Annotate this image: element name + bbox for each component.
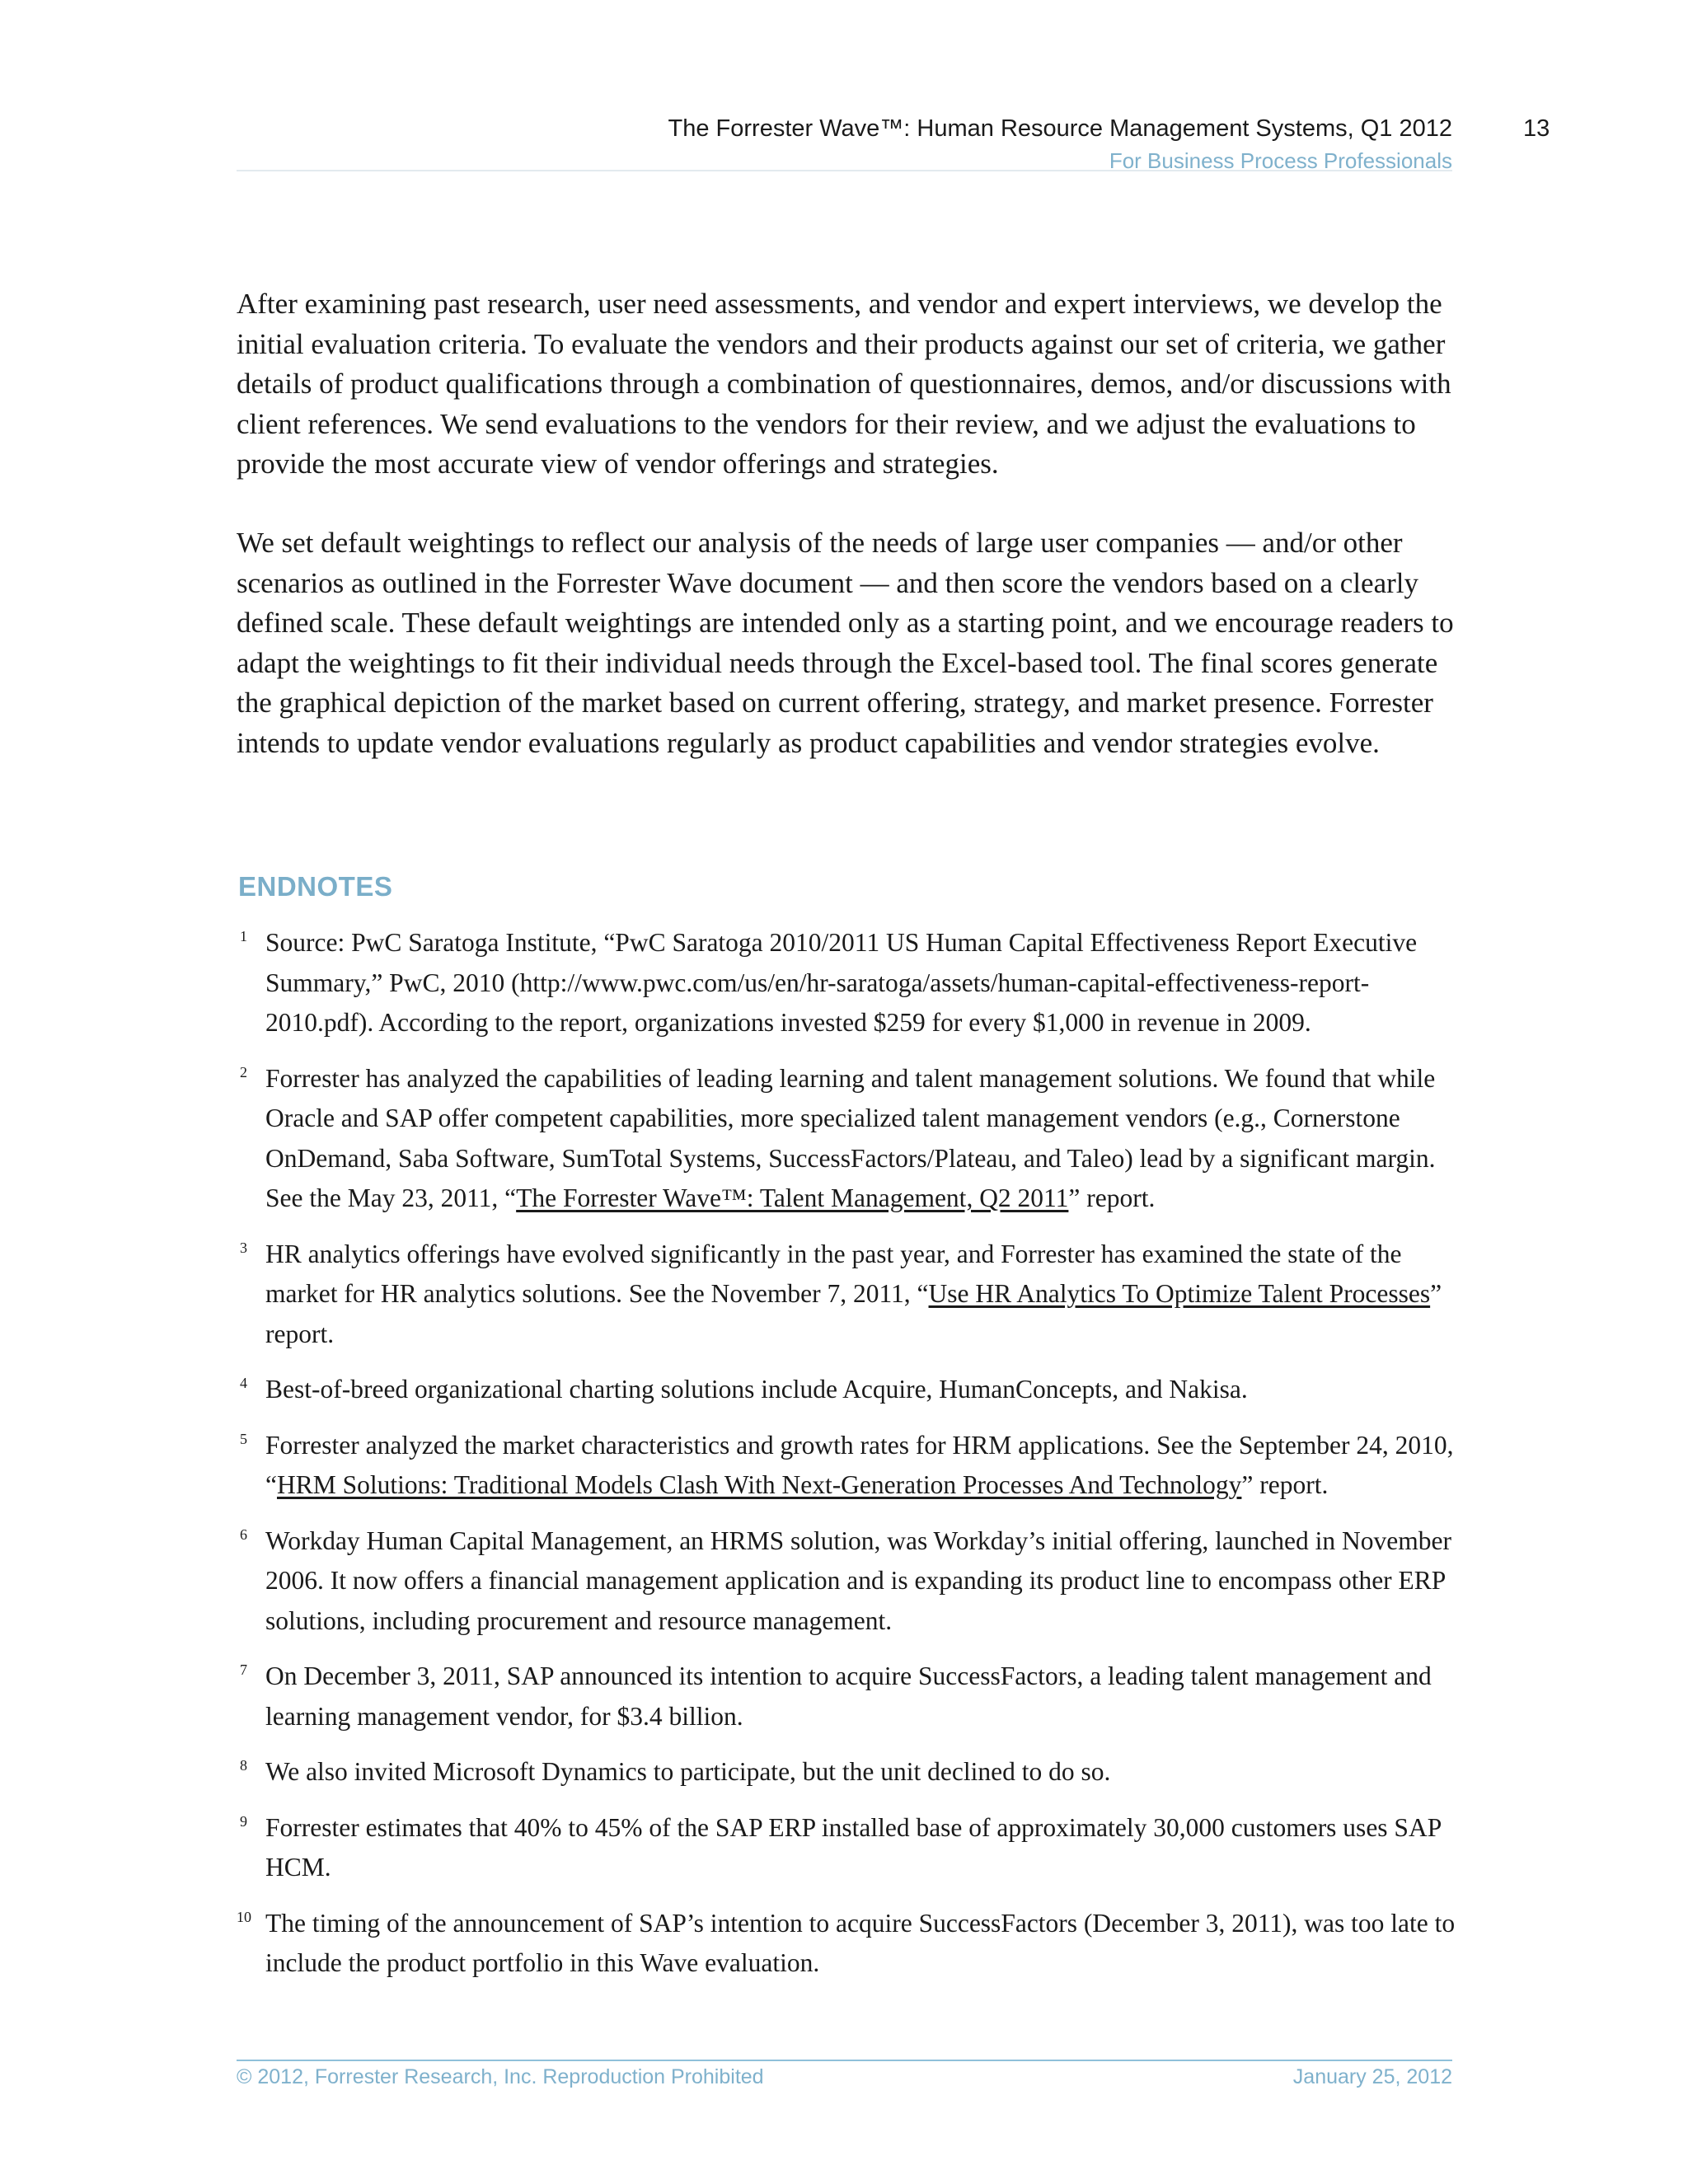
endnote-item — [238, 1521, 1466, 1642]
endnote-number: 5 — [240, 1430, 247, 1447]
endnote-text: Source: PwC Saratoga Institute, “PwC Saratoga 2010/2011 US Human Capital Effectiveness Report Executive Summary,” PwC, 2010 (http://www.pwc.com/us/en/hr-saratoga/assets/human-capital-effectiveness-report-2010.pdf). According to the report, organizations invested $259 for every $1,000 in revenue in 2009. — [265, 928, 1418, 1037]
endnote-item — [238, 1657, 1466, 1736]
endnote-text: Forrester estimates that 40% to 45% of the SAP ERP installed base of approximately 30,000 customers uses SAP HCM. — [265, 1812, 1442, 1882]
endnote-number: 9 — [240, 1812, 247, 1830]
endnote-item — [238, 1904, 1466, 1984]
endnote-text: The timing of the announcement of SAP’s intention to acquire SuccessFactors (December 3, 2011), was too late to include the product portfolio in this Wave evaluation. — [265, 1908, 1456, 1977]
endnote-number: 8 — [240, 1757, 247, 1774]
footer-copyright: © 2012, Forrester Research, Inc. Reproduction Prohibited — [237, 2065, 764, 2088]
endnote-number: 10 — [237, 1908, 251, 1925]
endnote-number: 1 — [240, 928, 247, 944]
body-paragraph-2: We set default weightings to reflect our analysis of the needs of large user companies — and/or other scenarios as outlined in the Forrester Wave document — and then score the vendors based on a clearly defined scale. These default weightings are intended only as a starting point, and we encourage readers to adapt the weightings to fit their individual needs through the Excel-based tool. The final scores generate the graphical depiction of the market based on current offering, strategy, and market presence. Forrester intends to update vendor evaluations regularly as product capabilities and vendor strategies evolve. — [237, 527, 1454, 759]
report-title: The Forrester Wave™: Human Resource Management Systems, Q1 2012 — [668, 115, 1452, 142]
endnote-text: Best-of-breed organizational charting solutions include Acquire, HumanConcepts, and Nakisa. — [265, 1375, 1248, 1404]
endnote-text: Forrester has analyzed the capabilities of leading learning and talent management solutions. We found that while Oracle and SAP offer competent capabilities, more specialized talent management vendors (e.g., Cornerstone OnDemand, Saba Software, SumTotal Systems, SuccessFactors/Plateau, and Taleo) lead by a significant margin. See the May 23, 2011, “ — [265, 1063, 1436, 1212]
endnote-text: We also invited Microsoft Dynamics to participate, but the unit declined to do so. — [265, 1757, 1111, 1786]
footer-date: January 25, 2012 — [1292, 2065, 1452, 2088]
endnote-item — [238, 1059, 1466, 1219]
endnotes-heading: ENDNOTES — [238, 871, 393, 902]
endnote-text: HR analytics offerings have evolved significantly in the past year, and Forrester has examined the state of the market for HR analytics solutions. See the November 7, 2011, “ — [265, 1239, 1402, 1308]
endnote-report-link[interactable]: HRM Solutions: Traditional Models Clash With Next-Generation Processes And Technology — [276, 1470, 1242, 1499]
endnote-item — [238, 1235, 1466, 1355]
endnote-item — [238, 1370, 1466, 1410]
header-divider — [237, 170, 1452, 171]
endnote-number: 6 — [240, 1526, 247, 1543]
endnote-text: On December 3, 2011, SAP announced its intention to acquire SuccessFactors, a leading talent management and learning management vendor, for $3.4 billion. — [265, 1661, 1432, 1731]
endnote-text-end: ” report. — [265, 1279, 1442, 1348]
endnote-number: 4 — [240, 1375, 247, 1391]
endnote-item — [238, 1426, 1466, 1506]
footer-divider — [237, 2060, 1452, 2061]
endnote-text: Forrester analyzed the market characteristics and growth rates for HRM applications. See the September 24, 2010, “ — [265, 1430, 1454, 1499]
endnote-item — [238, 1752, 1466, 1793]
endnote-report-link[interactable]: The Forrester Wave™: Talent Management, Q2 2011 — [516, 1183, 1069, 1212]
page-number: 13 — [1523, 115, 1550, 142]
endnote-text: Workday Human Capital Management, an HRMS solution, was Workday’s initial offering, launched in November 2006. It now offers a financial management application and is expanding its product line to encompass other ERP solutions, including procurement and resource management. — [265, 1526, 1451, 1635]
endnote-item — [238, 1808, 1466, 1888]
endnote-text-end: ” report. — [1068, 1183, 1156, 1212]
endnote-number: 7 — [240, 1661, 247, 1678]
report-subtitle: For Business Process Professionals — [1109, 148, 1452, 173]
body-paragraph-1: After examining past research, user need assessments, and vendor and expert interviews, we develop the initial evaluation criteria. To evaluate the vendors and their products against our set of criteria, we gather details of product qualifications through a combination of questionnaires, demos, and/or discussions with client references. We send evaluations to the vendors for their review, and we adjust the evaluations to provide the most accurate view of vendor offerings and strategies. — [237, 288, 1451, 480]
endnotes-list — [238, 923, 1466, 1999]
endnote-number: 2 — [240, 1063, 247, 1080]
endnote-report-link[interactable]: Use HR Analytics To Optimize Talent Processes — [928, 1279, 1431, 1308]
endnote-text-end: ” report. — [1241, 1470, 1329, 1499]
endnote-item — [238, 923, 1466, 1043]
endnote-number: 3 — [240, 1239, 247, 1256]
